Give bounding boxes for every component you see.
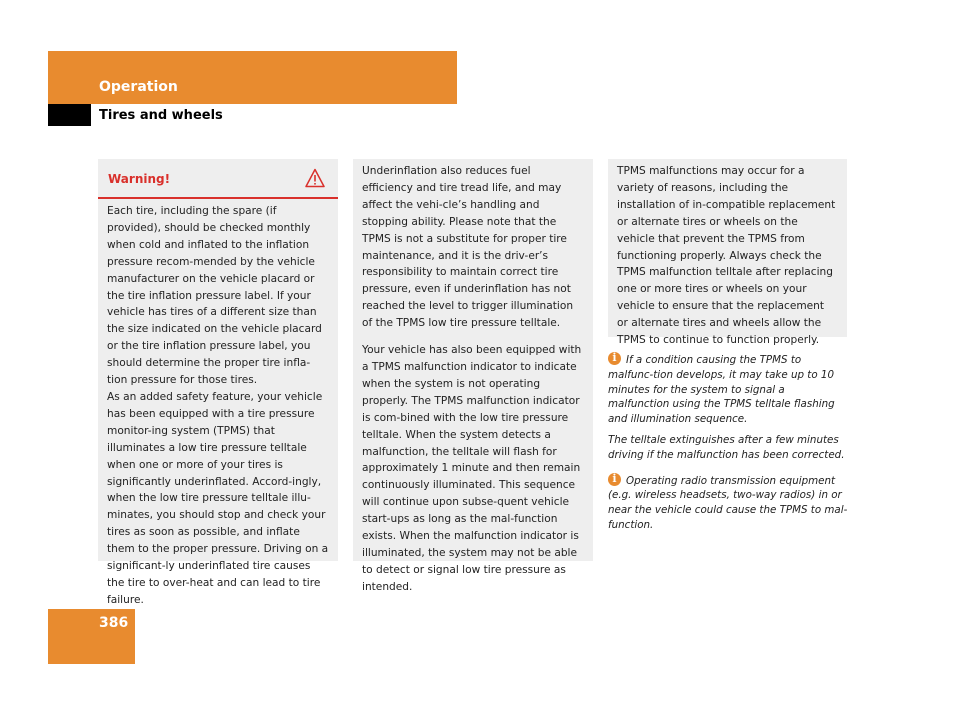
note-2-text: Operating radio transmission equipment (e.g. wireless headsets, two-way radios) in or near the vehicle could cause the TPMS to mal-function. bbox=[608, 474, 848, 531]
warning-header bbox=[98, 159, 338, 199]
warning-triangle-icon bbox=[305, 168, 325, 188]
body-paragraph: Your vehicle has also been equipped with a TPMS malfunction indicator to indicate when the system is not operating properly. The TPMS malfunction indicator is com-bined with the low tire pressure telltale. When the system detects a malfunction, the telltale will flash for approximately 1 minute and then remain continuously illuminated. This sequence will continue upon subse-quent vehicle start-ups as long as the mal-function exists. When the malfunction indicator is illuminated, the system may not be able to detect or signal low tire pressure as intended. bbox=[362, 344, 582, 593]
body-paragraph: TPMS malfunctions may occur for a variety of reasons, including the installation of in-compatible replacement or alternate tires or wheels on the vehicle that prevent the TPMS from functioning properly. Always check the TPMS malfunction telltale after replacing one or more tires or wheels on your vehicle to ensure that the replacement or alternate tires and wheels allow the TPMS to continue to function properly. bbox=[617, 165, 836, 347]
info-icon bbox=[608, 473, 621, 486]
body-paragraph: Underinflation also reduces fuel efficiency and tire tread life, and may affect the vehi-cle’s handling and stopping ability. Please note that the TPMS is not a substitute for proper tire maintenance, and it is the driv-er’s responsibility to maintain correct tire pressure, even if underinflation has not reached the level to trigger illumination of the TPMS low tire pressure telltale. bbox=[362, 165, 574, 330]
page-number: 386 bbox=[99, 615, 129, 631]
info-icon bbox=[608, 352, 621, 365]
note-1-continued: The telltale extinguishes after a few minutes driving if the malfunction has been corrected. bbox=[608, 433, 845, 461]
note-1 bbox=[608, 352, 848, 427]
note-2 bbox=[608, 473, 848, 533]
subsection-marker bbox=[48, 104, 91, 126]
warning-box bbox=[98, 159, 338, 606]
note-1-text: If a condition causing the TPMS to malfunc-tion develops, it may take up to 10 minutes for the system to signal a malfunction using the TPMS telltale flashing and illumination sequence. bbox=[608, 354, 835, 426]
notes-section bbox=[608, 352, 848, 533]
subsection-title: Tires and wheels bbox=[99, 108, 223, 123]
info-box-middle bbox=[353, 159, 593, 593]
header-band bbox=[48, 51, 457, 104]
section-title: Operation bbox=[99, 79, 178, 95]
warning-paragraph: Each tire, including the spare (if provided), should be checked monthly when cold and inflated to the inflation pressure recom-mended by the vehicle manufacturer on the vehicle placard or the tire inflation pressure label. If your vehicle has tires of a different size than the size indicated on the vehicle placard or the tire inflation pressure label, you should determine the proper tire infla-tion pressure for those tires. bbox=[107, 205, 322, 387]
warning-paragraph: As an added safety feature, your vehicle has been equipped with a tire pressure monitor-ing system (TPMS) that illuminates a low tire pressure telltale when one or more of your tires is significantly underinflated. Accord-ingly, when the low tire pressure telltale illu-minates, you should stop and check your tires as soon as possible, and inflate them to the proper pressure. Driving on a significant-ly underinflated tire causes the tire to over-heat and can lead to tire failure. bbox=[107, 390, 329, 606]
warning-body bbox=[98, 199, 338, 609]
warning-title: Warning! bbox=[108, 172, 171, 186]
info-box-right bbox=[608, 159, 847, 347]
